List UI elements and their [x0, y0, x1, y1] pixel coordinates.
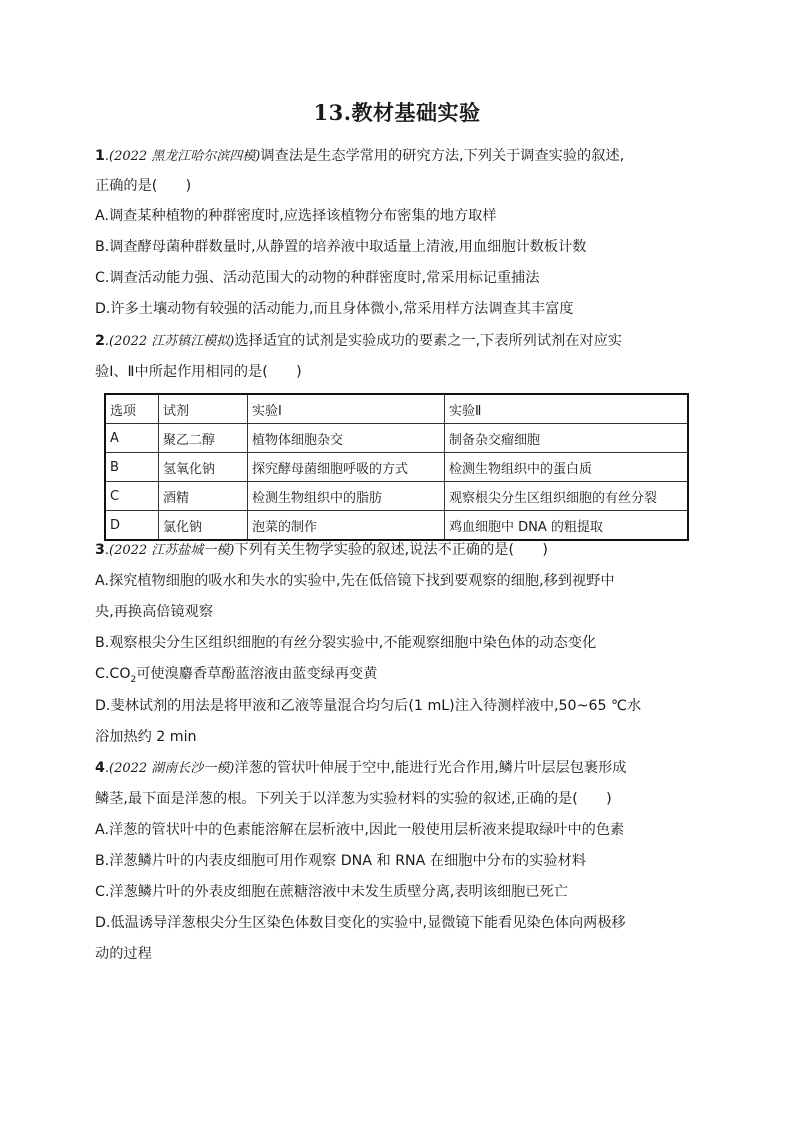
table-cell: 检测生物组织中的脂肪 — [248, 482, 445, 511]
q4-option-c: C.洋葱鳞片叶的外表皮细胞在蔗糖溶液中未发生质壁分离,表明该细胞已死亡 — [95, 884, 568, 900]
q2-number: 2 — [95, 333, 105, 349]
q1-source: .(2022 黑龙江哈尔滨四模) — [104, 149, 261, 164]
q2-stem-text: 选择适宜的试剂是实验成功的要素之一,下表所列试剂在对应实 — [234, 333, 622, 349]
q1-option-c: C.调查活动能力强、活动范围大的动物的种群密度时,常采用标记重捕法 — [95, 270, 540, 286]
table-cell: 观察根尖分生区组织细胞的有丝分裂 — [445, 482, 689, 511]
table-cell: 植物体细胞杂交 — [248, 424, 445, 453]
q2-stem-line-1 — [95, 331, 700, 352]
q3-stem-line-1 — [95, 540, 700, 561]
table-cell: D — [105, 511, 159, 541]
q1-number: 1 — [95, 148, 105, 164]
q3-option-a-line-2: 央,再换高倍镜观察 — [95, 604, 214, 620]
q4-option-b: B.洋葱鳞片叶的内表皮细胞可用作观察 DNA 和 RNA 在细胞中分布的实验材料 — [95, 853, 586, 869]
table-cell: B — [105, 453, 159, 482]
table-row — [105, 511, 688, 541]
q4-stem-line-1 — [95, 758, 700, 779]
table-header-cell: 试剂 — [159, 394, 248, 424]
table-cell: 探究酵母菌细胞呼吸的方式 — [248, 453, 445, 482]
table-cell: 酒精 — [159, 482, 248, 511]
table-cell: 制备杂交瘤细胞 — [445, 424, 689, 453]
q4-stem-line-2: 鳞茎,最下面是洋葱的根。下列关于以洋葱为实验材料的实验的叙述,正确的是( ) — [95, 791, 612, 807]
table-header-cell: 实验Ⅰ — [248, 394, 445, 424]
q1-stem-line-2: 正确的是( ) — [95, 178, 192, 194]
q1-stem-line-1 — [95, 146, 700, 167]
table-row — [105, 453, 688, 482]
reagent-table — [104, 393, 689, 541]
table-cell: 氯化钠 — [159, 511, 248, 541]
q4-option-a: A.洋葱的管状叶中的色素能溶解在层析液中,因此一般使用层析液来提取绿叶中的色素 — [95, 822, 625, 838]
table-header-cell: 选项 — [105, 394, 159, 424]
q3-option-c-sub: 2 — [130, 674, 137, 685]
q3-number: 3 — [95, 542, 105, 558]
q3-stem-text: 下列有关生物学实验的叙述,说法不正确的是( ) — [234, 542, 548, 558]
q3-option-c — [95, 664, 700, 690]
table-header-cell: 实验Ⅱ — [445, 394, 689, 424]
table-cell: A — [105, 424, 159, 453]
table-cell: 检测生物组织中的蛋白质 — [445, 453, 689, 482]
q1-option-b: B.调查酵母菌种群数量时,从静置的培养液中取适量上清液,用血细胞计数板计数 — [95, 239, 587, 255]
q2-source: .(2022 江苏镇江模拟) — [104, 334, 235, 349]
table-row — [105, 482, 688, 511]
q4-option-d-line-2: 动的过程 — [95, 946, 152, 962]
table-cell: C — [105, 482, 159, 511]
q3-option-d-line-2: 浴加热约 2 min — [95, 729, 197, 745]
q1-option-d: D.许多土壤动物有较强的活动能力,而且身体微小,常采用样方法调查其丰富度 — [95, 301, 574, 317]
table-header-row — [105, 394, 688, 424]
q3-option-c-post: 可使溴麝香草酚蓝溶液由蓝变绿再变黄 — [136, 666, 378, 682]
q1-stem-text: 调查法是生态学常用的研究方法,下列关于调查实验的叙述, — [260, 148, 625, 164]
q4-option-d-line-1: D.低温诱导洋葱根尖分生区染色体数目变化的实验中,显微镜下能看见染色体向两极移 — [95, 915, 626, 931]
q3-option-a-line-1: A.探究植物细胞的吸水和失水的实验中,先在低倍镜下找到要观察的细胞,移到视野中 — [95, 573, 615, 589]
q1-option-a: A.调查某种植物的种群密度时,应选择该植物分布密集的地方取样 — [95, 208, 497, 224]
table-cell: 泡菜的制作 — [248, 511, 445, 541]
table-cell: 鸡血细胞中 DNA 的粗提取 — [445, 511, 689, 541]
q4-number: 4 — [95, 760, 105, 776]
q4-source: .(2022 湖南长沙一模) — [104, 761, 235, 776]
q3-source: .(2022 江苏盐城一模) — [104, 543, 235, 558]
table-row — [105, 424, 688, 453]
page-title: 13.教材基础实验 — [313, 100, 481, 125]
q3-option-b: B.观察根尖分生区组织细胞的有丝分裂实验中,不能观察细胞中染色体的动态变化 — [95, 635, 597, 651]
q4-stem-text: 洋葱的管状叶伸展于空中,能进行光合作用,鳞片叶层层包裹形成 — [234, 760, 627, 776]
q3-option-c-pre: C.CO — [95, 666, 131, 682]
q3-option-d-line-1: D.斐林试剂的用法是将甲液和乙液等量混合均匀后(1 mL)注入待测样液中,50~65 ℃水 — [95, 698, 642, 714]
table-cell: 氢氧化钠 — [159, 453, 248, 482]
q2-stem-line-2: 验Ⅰ、Ⅱ中所起作用相同的是( ) — [95, 364, 302, 380]
table-cell: 聚乙二醇 — [159, 424, 248, 453]
